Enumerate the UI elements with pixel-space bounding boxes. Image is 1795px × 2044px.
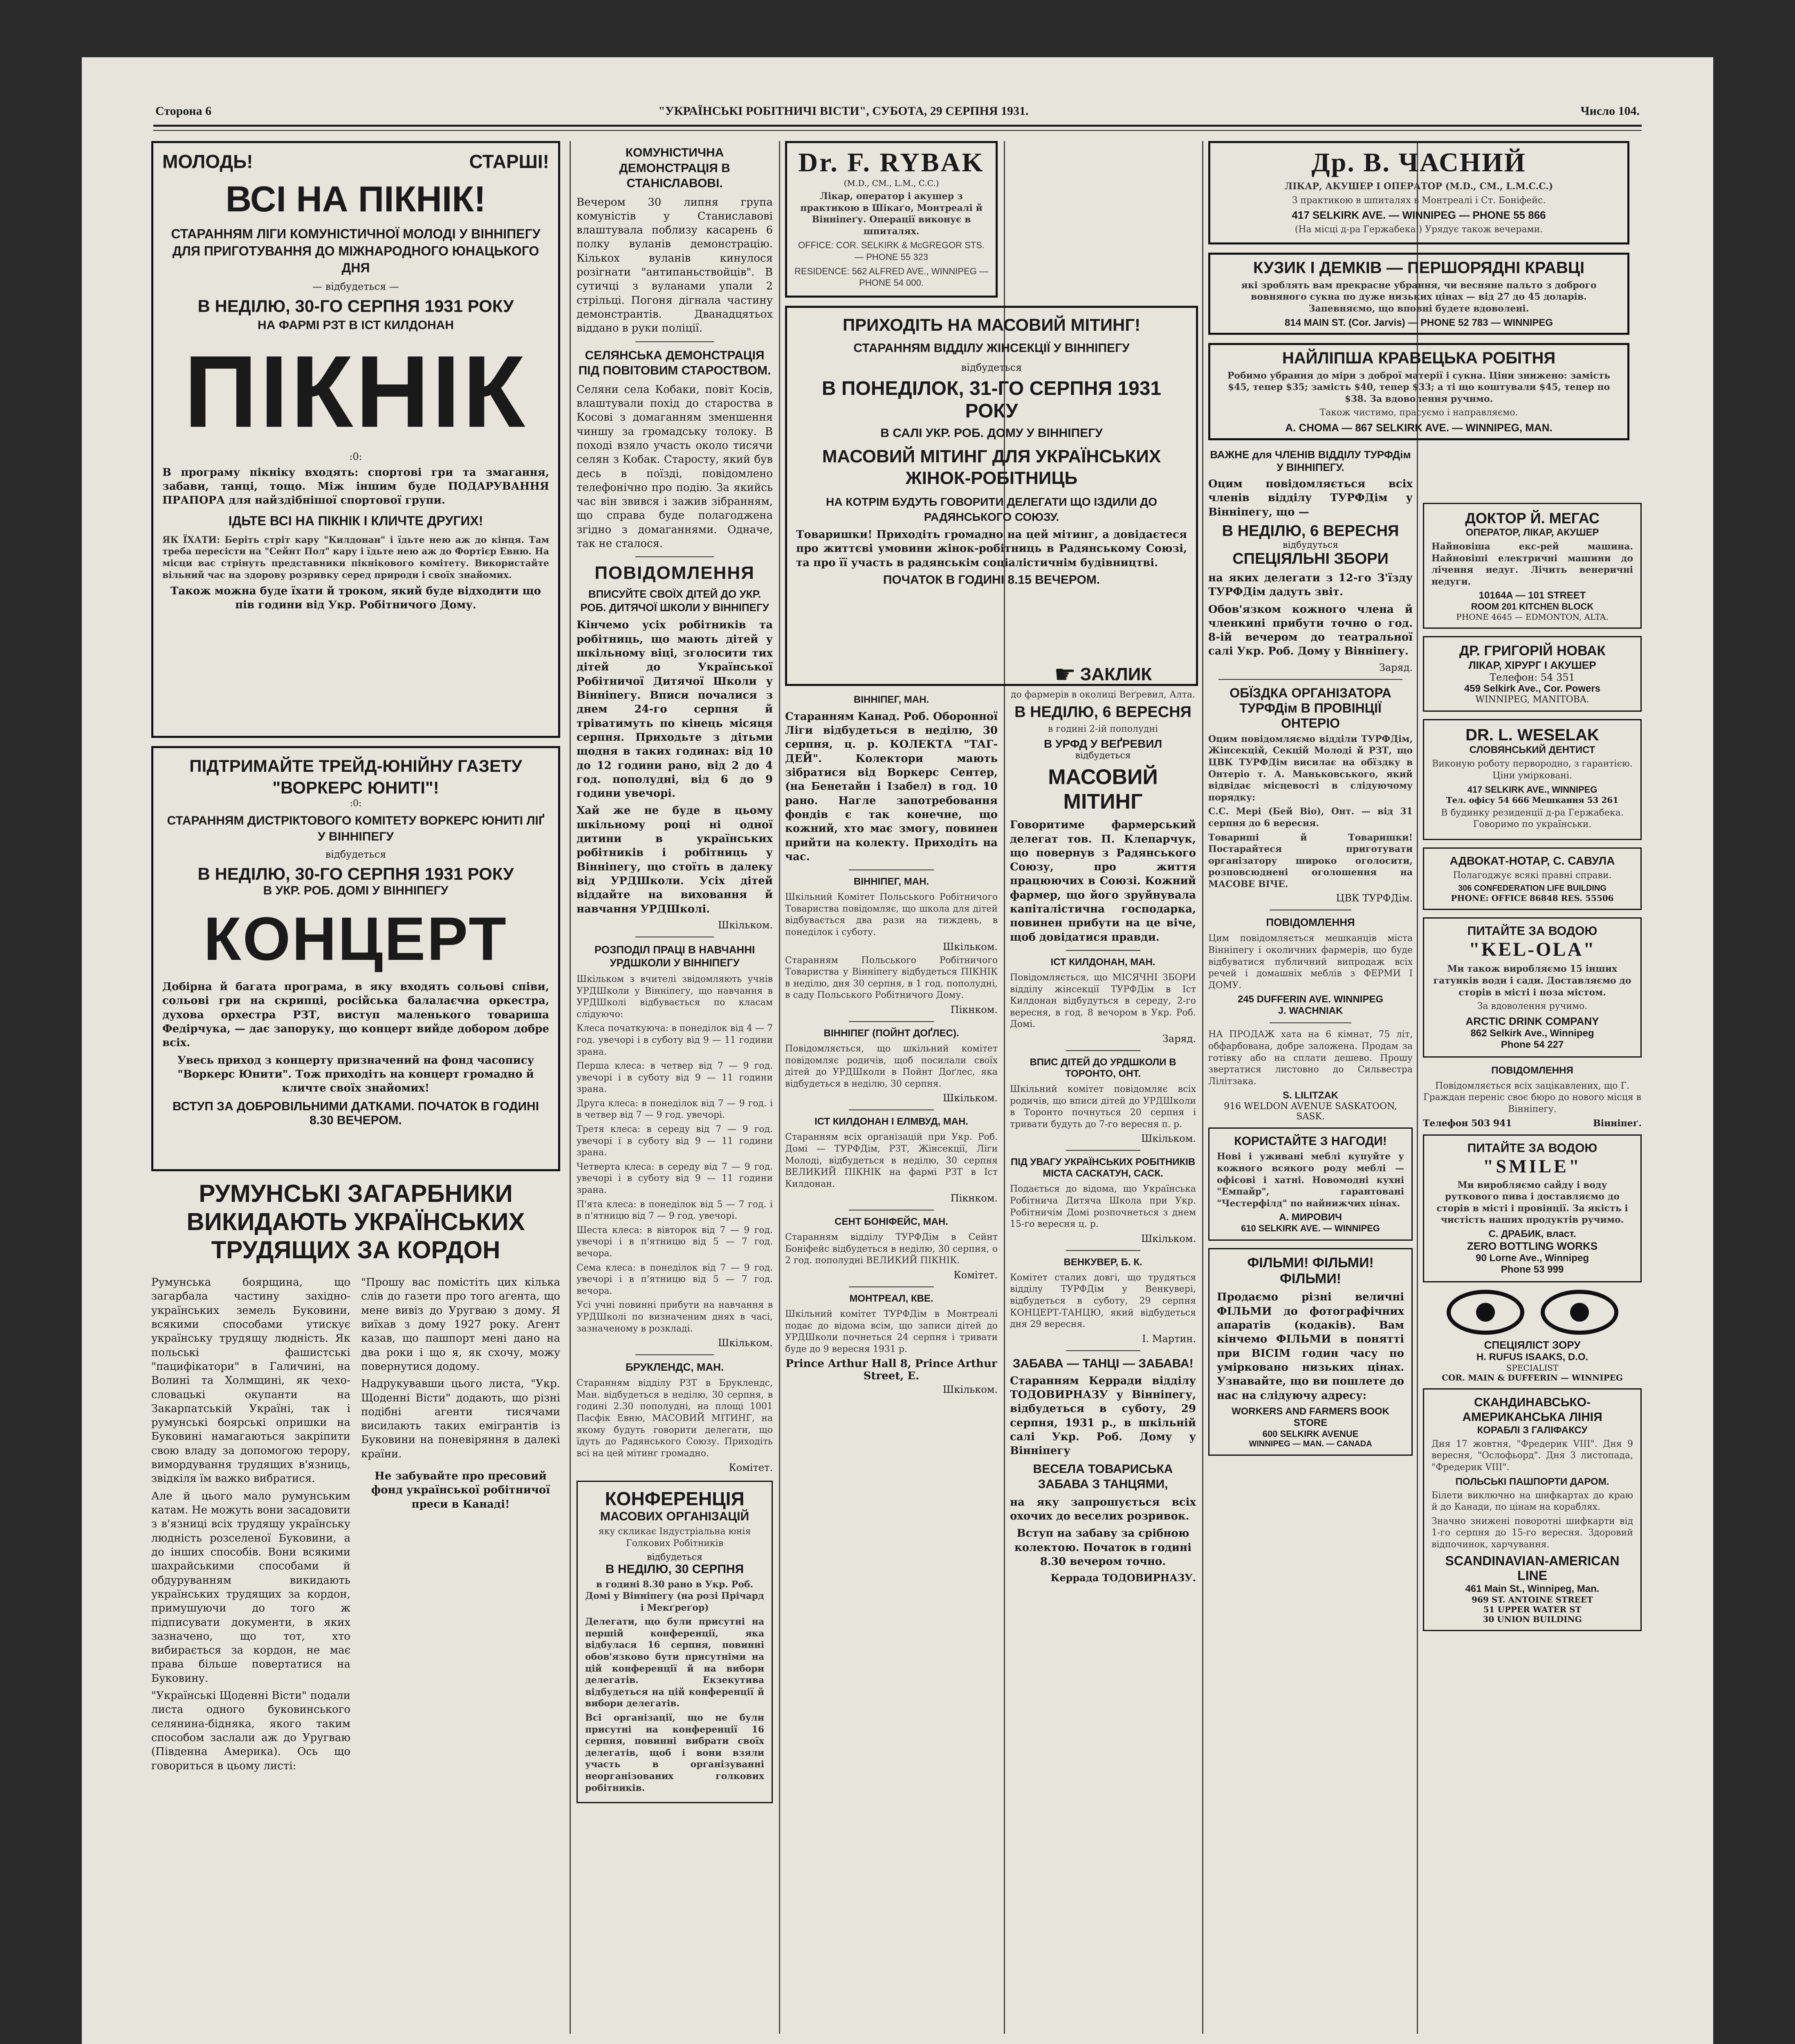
- n3-text: Подається до відома, що Українська Робітнича Дитяча Школа при Укр. Робітничім Домі розпочнеться з днем 15-го вересня ц. р.: [1010, 1184, 1196, 1230]
- isaaks-address: COR. MAIN & DUFFERIN — WINNIPEG: [1442, 1372, 1623, 1383]
- brooklands-place: БРУКЛЕНДС, МАН.: [625, 1361, 724, 1374]
- page-number: Сторона 6: [155, 104, 212, 118]
- savula-address: 306 CONFEDERATION LIFE BUILDING: [1458, 884, 1607, 893]
- kelola-phone: Phone 54 227: [1501, 1039, 1564, 1050]
- weselak-title: DR. L. WESELAK: [1465, 726, 1599, 744]
- moving-notice-title: ПОВІДОМЛЕННЯ: [1491, 1065, 1573, 1076]
- call-big-title: МАСОВИЙ МІТИНГ: [1048, 765, 1158, 814]
- chasny-description2: З практикою в шпиталях в Монтреалі і Ст. Боніфейс.: [1292, 195, 1546, 206]
- weselak-ad: [1423, 719, 1642, 840]
- kelola-ad: [1423, 917, 1642, 1057]
- kelola-text: Ми також виробляємо 15 інших гатунків води і сади. Доставляємо до сторів в місті і поза містом.: [1433, 964, 1631, 998]
- smile-brand: "SMILE": [1483, 1155, 1582, 1177]
- sale-notice-title: ПОВІДОМЛЕННЯ: [1266, 916, 1355, 929]
- kuzyk-address: 814 MAIN ST. (Cor. Jarvis) — PHONE 52 783 — WINNIPEG: [1284, 317, 1553, 328]
- news4-place: ВІННІПЕГ (ПОЙНТ ДОҐЛЕС).: [823, 1027, 959, 1039]
- conference-subtitle: МАСОВИХ ОРГАНІЗАЦІЙ: [600, 1510, 749, 1524]
- chasny-description: ЛІКАР, АКУШЕР І ОПЕРАТОР (M.D., CM., L.M.C.C.): [1284, 181, 1553, 192]
- smile-company: ZERO BOTTLING WORKS: [1467, 1239, 1598, 1252]
- choma-address: А. CHOMA — 867 SELKIRK AVE. — WINNIPEG, MAN.: [1285, 421, 1553, 434]
- meeting-organizer: СТАРАННЯМ ВІДДІЛУ ЖІНСЕКЦІЇ У ВІННІПЕГУ: [853, 341, 1130, 355]
- news7-address: Prince Arthur Hall 8, Prince Arthur Street, E.: [785, 1358, 997, 1383]
- farmers-call: [1010, 662, 1196, 944]
- article-footer-call: Не забувайте про пресовий фонд української робітничої преси в Канаді!: [371, 1470, 550, 1511]
- megas-ad: [1423, 503, 1642, 629]
- megas-title: ДОКТОР Й. МЕГАС: [1465, 510, 1600, 527]
- novak-subtitle: ЛІКАР, ХІРУРГ І АКУШЕР: [1468, 659, 1596, 672]
- n1-place: ІСТ КИЛДОНАН, МАН.: [1050, 957, 1156, 968]
- schedule-class: П'ята клеса: в понеділок від 5 — 7 год. і в п'ятницю від 7 — 9 год. увечорі.: [577, 1199, 773, 1221]
- mirovich-address: 610 SELKIRK AVE. — WINNIPEG: [1241, 1223, 1380, 1234]
- house-sale-text: НА ПРОДАЖ хата на 6 кімнат, 75 літ, обфарбована, добре заложена. Продам за готівку або на сплати дешево. Прошу звертатися листовно до Сильвестра Лілітзака.: [1208, 1029, 1413, 1087]
- news7-place: МОНТРЕАЛ, КВЕ.: [849, 1293, 933, 1304]
- kuzyk-ad: [1208, 253, 1629, 335]
- sale-notice-address: 245 DUFFERIN AVE. WINNIPEG: [1237, 994, 1384, 1005]
- n2-text: Шкільний комітет повідомляє всіх родичів, що вписи дітей до УРДШколи в Торонто почнуться 20 серпня і тривати будуть до 7-го вересня п. р.: [1010, 1084, 1196, 1130]
- schedule-title: РОЗПОДІЛ ПРАЦІ В НАВЧАННІ УРДШКОЛИ У ВІННІПЕГУ: [594, 943, 755, 969]
- call-held: відбудеться: [1075, 751, 1131, 761]
- megas-address2: ROOM 201 KITCHEN BLOCK: [1471, 601, 1594, 612]
- news1-text: Старанням Канад. Роб. Оборонної Ліги відбудеться в неділю, 30 серпня, ц. р. КОЛЕКТА "ТАГ-ДЕЙ". Колектори мають зібратися від Воркерс Сентер, (на Бенетайн і Ізабел) в год. 10 рано. Нагле запотребовання фондів є так конечне, що кожний, хто має змогу, повинен прийти на колекту. Приходіть на час.: [785, 710, 998, 863]
- sale-notice-name: J. WACHNIAK: [1278, 1005, 1343, 1017]
- mirovich-title: КОРИСТАЙТЕ З НАГОДИ!: [1234, 1134, 1387, 1148]
- dance-organizer: Старанням Керради відділу ТОДОВИРНАЗУ у Вінніпегу, відбудеться в суботу, 29 серпня, 1931 р., в шкільній салі Укр. Роб. Дому у Вінніпегу: [1010, 1374, 1196, 1457]
- column-rule: [779, 141, 780, 2034]
- moving-notice-city: Вінніпеґ.: [1593, 1118, 1642, 1129]
- chasny-address: 417 SELKIRK AVE. — WINNIPEG — PHONE 55 866: [1292, 209, 1546, 222]
- savula-ad: [1423, 847, 1642, 910]
- n3-signature: Шкільком.: [1141, 1233, 1196, 1244]
- weselak-subtitle: СЛОВЯНСЬКИЙ ДЕНТИСТ: [1469, 744, 1595, 756]
- n3-place: ПІД УВАГУ УКРАЇНСЬКИХ РОБІТНИКІВ МІСТА САСКАТУН, САСК.: [1010, 1156, 1196, 1179]
- picnic-organizer: СТАРАННЯМ ЛІГИ КОМУНІСТИЧНОЇ МОЛОДІ У ВІННІПЕГУ ДЛЯ ПРИГОТУВАННЯ ДО МІЖНАРОДНОГО ЮНАЦЬКОГО ДНЯ: [171, 226, 541, 276]
- news6-text: Старанням відділу ТУРФДім в Сейнт Боніфейс відбудеться в неділю, 30 серпня, о 2 год. пополудні ВЕЛИКИЙ ПІКНІК.: [785, 1232, 998, 1266]
- picnic-program: В програму пікніку входять: спортові гри та змагання, забави, танці, тощо. Між іншим буде ПОДАРУВАННЯ ПРАПОРА для найздібнішої спортової групи.: [162, 466, 549, 507]
- news6-place: СЕНТ БОНІФЕЙС, МАН.: [835, 1216, 948, 1228]
- scand-text2: Білети виключно на шифкартах до краю й до Канади, по цінам на кораблях.: [1432, 1490, 1633, 1513]
- scand-address4: 30 UNION BUILDING: [1483, 1614, 1582, 1625]
- school-notice-title: ПОВІДОМЛЕННЯ: [595, 563, 755, 583]
- eyes-icon: [1423, 1290, 1642, 1335]
- conference-time: в годині 8.30 рано в Укр. Роб. Домі у Вінніпегу (на розі Прічард і Мекґреґор): [585, 1579, 764, 1613]
- dance-entry: Вступ на забаву за срібною колектою. Початок в годині 8.30 вечером точно.: [1014, 1527, 1191, 1568]
- house-sale-address: 916 WELDON AVENUE SASKATOON, SASK.: [1224, 1101, 1397, 1122]
- dance-big-title: ВЕСЕЛА ТОВАРИСЬКА ЗАБАВА З ТАНЦЯМИ,: [1033, 1462, 1173, 1491]
- school-notice-text: Кінчемо усіх робітників та робітниць, що мають дітей у шкільному віці, зголосити тих дітей до Української Робітничої Дитячої Школи у Вінніпегу. Вписи почалися з днем 24-го серпня й тріватимуть по кінець місяця серпня. Приходьте з дітьми щодня в таких годинах: від 10 до 12 години рано, від 2 до 4 год. пополудні, від 6 до 9 години увечорі.: [577, 619, 773, 800]
- moving-notice-phone: Телефон 503 941: [1423, 1118, 1512, 1129]
- films-text: Продаємо різні величні ФІЛЬМИ до фотографічних апаратів (кодаків). Вам кінчемо ФІЛЬМИ в понятті при ВІСІМ годин часу по умірковано низьких цінах. Узнавайте, що ви пошлете до нас на слідуючу адресу:: [1217, 1291, 1404, 1402]
- school-notice-lead: ВПИСУЙТЕ СВОЇХ ДІТЕЙ ДО УКР. РОБ. ДИТЯЧОЇ ШКОЛИ У ВІННІПЕГУ: [580, 588, 769, 614]
- picnic-held: — відбудеться —: [312, 280, 399, 292]
- kelola-company: ARCTIC DRINK COMPANY: [1465, 1015, 1599, 1027]
- call-title: ЗАКЛИК: [1080, 664, 1152, 684]
- concert-separator: :0:: [350, 798, 362, 809]
- picnic-separator: :0:: [349, 450, 362, 462]
- kelola-address: 862 Selkirk Ave., Winnipeg: [1470, 1027, 1594, 1039]
- megas-address: 10164A — 101 STREET: [1479, 590, 1586, 601]
- article-paragraph: "Українські Щоденні Вісти" подали листа одного буковинського селянина-бідняка, якого таким способом заслали аж до Уругваю (Південна Америка). Ось що говориться в цьому листі:: [151, 1690, 350, 1772]
- schedule-class: Друга клеса: в понеділок від 7 — 9 год. і в четвер від 7 — 9 год. увечорі.: [577, 1098, 773, 1121]
- tour-signature: ЦВК ТУРФДім.: [1336, 892, 1413, 904]
- news3-text: Старанням Польського Робітничого Товариства у Вінніпегу відбудеться ПІКНІК в неділю, дня 30 серпня, в 1 год. пополудні, в саду Польського Робітничого Дому.: [785, 955, 998, 1001]
- picnic-big-title: ПІКНІК: [184, 334, 528, 448]
- news3-signature: Пікнком.: [950, 1004, 998, 1015]
- scand-subtitle: КОРАБЛІ З ГАЛІФАКСУ: [1477, 1424, 1588, 1436]
- weselak-address: 417 SELKIRK AVE., WINNIPEG: [1467, 784, 1598, 795]
- moving-notice-text: Повідомляється всіх зацікавлених, що Г. Граждан переніс своє бюро до нового місця в Вінніпегу.: [1423, 1080, 1642, 1114]
- savula-text: Полагоджує всякі правні справи.: [1453, 870, 1612, 881]
- header-rule: [153, 125, 1642, 127]
- films-address2: 600 SELKIRK AVENUE: [1262, 1428, 1359, 1439]
- article-paragraph: Але й цього мало румунським катам. Не можуть вони засадовити з в'язниці всіх трудящу українську людність розселеної Буковини, а до інших способів. Вони всякими шахрайськими способами й обдуруванням викидають українських трудящих за кордон, примушуючи до того ж підписувати документи, в яких зазначено, що тот, хто вибирається за кордон, не має права більше повертатися на Буковину.: [151, 1490, 350, 1685]
- news5-signature: Пікнком.: [950, 1192, 998, 1204]
- scand-address3: 51 UPPER WATER ST: [1483, 1605, 1582, 1615]
- n2-place: ВПИС ДІТЕЙ ДО УРДШКОЛИ В ТОРОНТО, ОНТ.: [1030, 1056, 1176, 1079]
- concert-place: В УКР. РОБ. ДОМІ У ВІННІПЕГУ: [263, 884, 449, 897]
- schedule-class: Шеста клеса: в вівторок від 7 — 9 год. увечорі і в п'ятницю від 5 — 7 год. вечора.: [577, 1225, 773, 1259]
- schedule-note: Усі учні повинні прибути на навчання в УРДШколі по визначеним днях в часі, зазначеному в розкладі.: [577, 1300, 773, 1334]
- novak-ad: [1423, 636, 1642, 712]
- sale-notice-text: Цим повідомляється мешканців міста Вінніпегу і околичних фармерів, що буде відбуватися публичний випродаж всіх речей і домашніх меблів з ФЕРМИ І ДОМУ.: [1208, 933, 1413, 991]
- rybak-residence: RESIDENCE: 562 ALFRED AVE., WINNIPEG — PHONE 54 000.: [794, 266, 988, 288]
- call-time: в годині 2-ій пополудні: [1048, 724, 1158, 734]
- article-headline: РУМУНСЬКІ ЗАГАРБНИКИ ВИКИДАЮТЬ УКРАЇНСЬКИХ ТРУДЯЩИХ ЗА КОРДОН: [186, 1180, 525, 1264]
- turf-big-title: СПЕЦІЯЛЬНІ ЗБОРИ: [1232, 550, 1389, 567]
- news5-text: Старанням всіх організацій при Укр. Роб. Домі — ТУРФДім, РЗТ, Жінсекції, Ліги Молоді, відбудеться в неділю, 30 серпня ВЕЛИКИЙ ПІКНІК на фармі РЗТ в Іст Килдонан.: [785, 1132, 998, 1189]
- column-2: [577, 141, 773, 2034]
- conference-ad: [577, 1481, 773, 1803]
- pointing-hand-icon: ☛: [1054, 660, 1076, 689]
- picnic-place: НА ФАРМІ РЗТ В ІСТ КИЛДОНАН: [258, 318, 454, 332]
- isaaks-ad: [1423, 1290, 1642, 1383]
- n2-signature: Шкільком.: [1141, 1133, 1196, 1145]
- weselak-phone: Тел. офісу 54 666 Мешкання 53 261: [1446, 795, 1619, 805]
- scand-address2: 969 ST. ANTOINE STREET: [1472, 1595, 1593, 1605]
- turf-notice: [1208, 448, 1413, 673]
- n4-signature: І. Мартин.: [1142, 1333, 1196, 1345]
- concert-ad: [151, 746, 560, 1171]
- rybak-degrees: (M.D., CM., L.M., C.C.): [844, 178, 939, 188]
- turf-date: В НЕДІЛЮ, 6 ВЕРЕСНЯ: [1222, 522, 1399, 540]
- savula-phone: PHONE: OFFICE 86848 RES. 55506: [1451, 893, 1614, 903]
- news1-place: ВІННІПЕГ, МАН.: [853, 694, 929, 705]
- column-1: [151, 141, 560, 2034]
- films-address: WORKERS AND FARMERS BOOK STORE: [1232, 1405, 1389, 1428]
- news6-signature: Комітет.: [954, 1269, 998, 1281]
- concert-big-title: КОНЦЕРТ: [204, 904, 508, 973]
- meeting-held: відбудеться: [961, 361, 1022, 373]
- romania-article: [151, 1179, 560, 1776]
- n1-text: Повідомляється, що МІСЯЧНІ ЗБОРИ відділу жінсекції ТУРФДім в Іст Килдонан відбудуться в середу, 2-го вересня, в год. 8 вечором в Укр. Роб. Домі.: [1010, 973, 1196, 1030]
- novak-phone: Телефон: 54 351: [1490, 672, 1575, 684]
- call-place: В УРФД У ВЕҐРЕВИЛ: [1044, 737, 1162, 751]
- picnic-call: ІДЬТЕ ВСІ НА ПІКНІК І КЛИЧТЕ ДРУГИХ!: [228, 513, 483, 528]
- scand-passports: ПОЛЬСЬКІ ПАШПОРТИ ДАРОМ.: [1455, 1476, 1609, 1487]
- films-title: ФІЛЬМИ! ФІЛЬМИ! ФІЛЬМИ!: [1247, 1255, 1374, 1287]
- turf-text2: на яких делегати з 12-го З'їзду ТУРФДім дадуть звіт.: [1208, 572, 1413, 598]
- demo2-text: Селяни села Кобаки, повіт Косів, влаштували похід до староства в Косові з домаганням зменшення чиншу за громадську толоку. В поході взяло участь около тисячи селян з Кобак. Старосту, який був десь в поїзді, повідомлено телефонічно про подію. За якийсь час він звився і зажив зібранням, що справа буде полагоджена згідно з домаганнями. Одначе, так не сталося.: [577, 383, 773, 550]
- turf-text3: Обов'язком кожного члена й членкині прибути точно о год. 8-ій вечером до театральної салі Укр. Роб. Дому у Вінніпегу.: [1208, 603, 1413, 658]
- meeting-subtitle: НА КОТРІМ БУДУТЬ ГОВОРИТИ ДЕЛЕГАТИ ЩО ІЗДИЛИ ДО РАДЯНСЬКОГО СОЮЗУ.: [826, 495, 1157, 523]
- news4-text: Повідомляється, що шкільний комітет повідомляє родичів, щоб посилали своїх дітей до УРДШколи в Пойнт Доґлес, яка відбудеться в неділю, 30 серпня.: [785, 1043, 998, 1089]
- turf-signature: Заряд.: [1379, 661, 1413, 673]
- choma-text: Робимо убрання до міри з доброї матерії і сукна. Ціни знижено: замість $45, тепер $35; замість $40, тепер $33; а ті що коштували $45, тепер по $38. За вдоволення ручимо.: [1227, 370, 1611, 404]
- newspaper-title: "УКРАЇНСЬКІ РОБІТНИЧІ ВІСТИ", СУБОТА, 29 СЕРПНЯ 1931.: [658, 104, 1029, 118]
- kuzyk-text: які зроблять вам прекрасне убрання, чи весняне пальто з доброго вовняного сукна по дуже низьких цінах — від 27 до 45 доларів. Запевняємо, що вповні будете вдоволені.: [1241, 280, 1597, 314]
- concert-call: Увесь приход з концерту призначений на фонд часопису "Воркерс Юнити". Тож приходіть на концерт громадно й кличте своїх знайомих!: [177, 1054, 534, 1095]
- turf-held: відбудуться: [1283, 540, 1338, 550]
- meeting-title: ПРИХОДІТЬ НА МАСОВИЙ МІТИНГ!: [842, 315, 1141, 334]
- conference-date: В НЕДІЛЮ, 30 СЕРПНЯ: [605, 1562, 744, 1576]
- kelola-note: За вдоволення ручимо.: [1477, 1001, 1588, 1012]
- concert-entry: ВСТУП ЗА ДОБРОВІЛЬНИМИ ДАТКАМИ. ПОЧАТОК В ГОДИНІ 8.30 ВЕЧЕРОМ.: [172, 1099, 539, 1127]
- mirovich-name: А. МИРОВИЧ: [1279, 1212, 1342, 1223]
- scand-sailings: Дня 17 жовтня, "Фредерик VIII". Дня 9 вересня, "Ослофьорд". Дня 3 листопада, "Фредерик VIII".: [1432, 1439, 1633, 1473]
- scand-company: SCANDINAVIAN-AMERICAN LINE: [1445, 1553, 1620, 1583]
- article-paragraph: Надрукувавши цього листа, "Укр. Щоденні Вісти" додають, що різні подібні агенти тисячами висилають таких емігрантів із Буковини на поневіряння в далекі країни.: [361, 1378, 560, 1460]
- choma-title: НАЙЛІПША КРАВЕЦЬКА РОБІТНЯ: [1282, 349, 1556, 367]
- chasny-name: Др. В. ЧАСНИЙ: [1311, 148, 1526, 177]
- smile-text: Ми виробляємо сайду і воду руткового пива і доставляємо до сторів в місті і провінції. За якість і чистість наших продуктів ручимо.: [1436, 1179, 1628, 1226]
- news7-signature: Шкільком.: [942, 1384, 998, 1396]
- tour-call: Товариші й Товаришки! Постарайтеся приготувати організатору широко оголосити, розповсюднені оголошення на МАСОВЕ ВІЧЕ.: [1208, 832, 1413, 890]
- chasny-note: (На місці д-ра Гержабека.) Урядує також вечерами.: [1295, 224, 1543, 235]
- conference-title: КОНФЕРЕНЦІЯ: [605, 1488, 745, 1510]
- call-text: Говоритиме фармерський делегат тов. П. Клепарчук, що повернув з Радянського Союзу, про життя працюючих в Союзі. Кожний фармер, що його зруйнувала капіталістична господарка, повинен прибути на це віче, щоб довідатися правди.: [1010, 819, 1196, 944]
- rybak-name: Dr. F. RYBAK: [798, 148, 985, 177]
- demo1-text: Вечером 30 липня група комуністів у Станиславові влаштувала поблизу касарень 6 полку вуланів демонстрацію. Кількох вуланів кинулося розігнати "антипаньствойців". В сутичці з вуланами упали 2 стрільці. Погоня дігнала частину демонстрантів. Дванадцятьох віддано в руки поліції.: [577, 196, 773, 335]
- scand-title: СКАНДИНАВСЬКО-АМЕРИКАНСЬКА ЛІНІЯ: [1462, 1395, 1602, 1424]
- news2-signature: Шкільком.: [942, 941, 998, 953]
- dance-ad: [1010, 1357, 1196, 1584]
- school-notice-signature: Шкільком.: [718, 919, 773, 931]
- megas-text: Найновіша екс-рей машина. Найновіші електричні машини до лічення недуг. Лічить венеричні недуги.: [1432, 541, 1633, 587]
- tour-stops: С.С. Мері (Бей Віо), Онт. — від 31 серпня до 6 вересня.: [1208, 806, 1413, 829]
- films-city: WINNIPEG — MAN. — CANADA: [1249, 1439, 1372, 1448]
- isaaks-subtitle: SPECIALIST: [1506, 1363, 1559, 1373]
- call-date: В НЕДІЛЮ, 6 ВЕРЕСНЯ: [1014, 703, 1191, 721]
- smile-ad: [1423, 1134, 1642, 1282]
- schedule-signature: Шкільком.: [718, 1337, 773, 1349]
- article-quote: "Прошу вас помістіть цих кілька слів до газети про того агента, що мене вивіз до Уругваю з дому. Я виїхав з дому 1927 року. Агент казав, що пашпорт мені дано на два роки і що я, як схочу, можу повернутися додому.: [361, 1276, 560, 1373]
- picnic-title: ВСІ НА ПІКНІК!: [225, 179, 486, 219]
- concert-slogan: ПІДТРИМАЙТЕ ТРЕЙД-ЮНІЙНУ ГАЗЕТУ "ВОРКЕРС ЮНИТІ"!: [189, 756, 522, 797]
- concert-held: відбудеться: [325, 849, 386, 860]
- schedule-class: Клеса початкуюча: в понеділок від 4 — 7 год. увечорі і в суботу від 9 — 11 години зрана.: [577, 1023, 773, 1057]
- rybak-description: Лікар, оператор і акушер з практикою в Шікаґо, Монтреалі й Вінніпеґу. Операції виконує в шпиталях.: [800, 191, 983, 237]
- page-header: [155, 104, 1640, 121]
- megas-phone: PHONE 4645 — EDMONTON, ALTA.: [1456, 612, 1609, 622]
- women-meeting-ad: [785, 306, 1198, 689]
- news5-place: ІСТ КИЛДОНАН І ЕЛМВУД, МАН.: [814, 1116, 968, 1127]
- news2-text: Шкільний Комітет Польського Робітничого Товариства повідомляє, що школа для дітей відбувається два рази на тиждень, в понеділок і суботу.: [785, 892, 998, 937]
- header-rule-thin: [153, 130, 1642, 131]
- dance-text: на яку запрошується всіх охочих до веселих розривок.: [1010, 1496, 1196, 1522]
- tour-title: ОБЇЗДКА ОРГАНІЗАТОРА ТУРФДім В ПРОВІНЦІЇ ОНТЕРІО: [1230, 685, 1391, 731]
- tour-text: Оцим повідомляємо відділи ТУРФДім, Жінсекцій, Секцій Молоді й РЗТ, що ЦВК ТУРФДім висилає на обїздку в Онтеріо т. А. Маньковського, який відвідає місцевості в слідуючому порядку:: [1208, 733, 1413, 803]
- meeting-big-title: МАСОВИЙ МІТИНГ ДЛЯ УКРАЇНСЬКИХ ЖІНОК-РОБІТНИЦЬ: [822, 446, 1161, 488]
- news2-place: ВІННІПЕГ, МАН.: [853, 876, 929, 888]
- schedule-class: Сема клеса: в понеділок від 7 — 9 год. увечорі і в п'ятницю від 5 — 7 год. вечора.: [577, 1262, 773, 1296]
- conference-text3: Всі організації, що не були присутні на конференції 16 серпня, повинні вибрати своїх делегатів, щоб і вони взяли участь в організуванні неорганізованих голкових робітників.: [585, 1712, 764, 1793]
- picnic-howto: ЯК ЇХАТИ: Беріть стріт кару "Килдонан" і їдьте нею аж до кінця. Там треба пересісти на "Сейнт Пол" кару і їдьте нею аж до Фортієр Евню. На місци вас стрінуть представники пікнікового комітету. Використайте вільний час на здорову розривку серед природи і своїх знайомих.: [162, 534, 549, 580]
- scandinavian-line-ad: [1423, 1388, 1642, 1631]
- scand-address: 461 Main St., Winnipeg, Man.: [1465, 1583, 1600, 1595]
- kelola-brand: "KEL-OLA": [1469, 939, 1596, 961]
- concert-program: Добірна й багата програма, в яку входять сольові співи, сольові гри на скрипці, російська балалаєчна оркестра, духова орхестра РЗТ, виступ маленького товариша Федірчука, — дає запоруку, що концерт вийде добором добре всіх.: [162, 981, 549, 1049]
- meeting-start: ПОЧАТОК В ГОДИНІ 8.15 ВЕЧЕРОМ.: [883, 573, 1100, 587]
- choma-ad: [1208, 343, 1629, 440]
- article-paragraph: Румунська боярщина, що загарбала частину західно-українських земель Буковини, всякими способами утискує українську трудящу людність. Як польські фашистські "пацифікатори" в Галичині, на Волині та Холмщині, як чехо-словацькі окупанти на Закарпатській Україні, так і румунські боярські опришки на Буковині намагаються закріпити свою владу за допомогою терору, вимордування трудящих в'язниць, звідкіля їм важко вибратися.: [151, 1276, 350, 1485]
- films-ad: [1208, 1248, 1413, 1456]
- column-4: [1010, 662, 1196, 2032]
- chasny-ad: [1208, 141, 1629, 244]
- schedule-intro: Шкільком з вчителі звідомляють учнів УРДШколи у Вінніпегу, що навчання в УРДШколі відбувається по класам слідуючо:: [577, 974, 773, 1020]
- smile-owner: С. ДРАБИК, власт.: [1488, 1228, 1576, 1239]
- call-subtitle: до фармерів в околиці Веґревил, Алта.: [1010, 690, 1196, 700]
- picnic-left-slogan: МОЛОДЬ!: [162, 151, 253, 172]
- turf-text: Оцим повідомляється всіх членів відділу ТУРФДім у Вінніпегу, що —: [1208, 477, 1413, 518]
- picnic-right-slogan: СТАРШІ!: [469, 151, 549, 172]
- dance-title: ЗАБАВА — ТАНЦІ — ЗАБАВА!: [1012, 1356, 1194, 1370]
- issue-number: Число 104.: [1580, 104, 1640, 118]
- schedule-class: Третя клеса: в середу від 7 — 9 год. увечорі і в суботу від 9 — 11 години зрана.: [577, 1124, 773, 1158]
- demo2-title: СЕЛЯНСЬКА ДЕМОНСТРАЦІЯ ПІД ПОВІТОВИМ СТАРОСТВОМ.: [578, 348, 771, 378]
- schedule-class: Четверта клеса: в середу від 7 — 9 год. увечорі і в суботу від 9 — 11 години зрана.: [577, 1161, 773, 1196]
- column-rule: [570, 141, 571, 2034]
- n4-text: Комітет сталих довгі, що трудяться відділу ТУРФДім у Венкувері, відбудеться в суботу, 29 серпня КОНЦЕРТ-ТАНЦЮ, який відбудеться дня 29 вересня.: [1010, 1272, 1196, 1330]
- smile-title: ПИТАЙТЕ ЗА ВОДОЮ: [1467, 1141, 1598, 1155]
- isaaks-name: H. RUFUS ISAAKS, D.O.: [1476, 1351, 1589, 1363]
- meeting-call: Товаришки! Приходіть громадно на цей мітинг, а довідаєтеся про життєві умовини жінок-робітниць в Радянському Союзі, та про її участь в радянськім соціалістичнім будівництві.: [796, 529, 1187, 569]
- conference-text2: Делегати, що були присутні на першій конференції, яка відбулася 16 серпня, повинні обов'язково бути присутніми на цій конференції й на вибори делегатів. Екзекутива відбудеться на цій конференції й вибори делегатів.: [585, 1616, 764, 1709]
- n1-signature: Заряд.: [1162, 1033, 1196, 1044]
- dance-signature: Керрада ТОДОВИРНАЗУ.: [1050, 1572, 1196, 1584]
- mirovich-ad: [1208, 1127, 1413, 1241]
- kuzyk-title: КУЗИК І ДЕМКІВ — ПЕРШОРЯДНІ КРАВЦІ: [1253, 258, 1585, 277]
- brooklands-text: Старанням відділу РЗТ в Бруклендс, Ман. відбудеться в неділю, 30 серпня, в годині 2.30 пополудні, на площі 1001 Пасфік Евню, МАСОВИЙ МІТИНГ, на якому будуть говорити делегати, що їдуть до Радянського Союзу. Приходіть всі на цей мітинг громадно.: [577, 1378, 773, 1459]
- news4-signature: Шкільком.: [942, 1092, 998, 1104]
- rybak-office: OFFICE: COR. SELKIRK & McGREGOR STS. — PHONE 55 323: [798, 240, 985, 262]
- concert-date: В НЕДІЛЮ, 30-ГО СЕРПНЯ 1931 РОКУ: [197, 864, 514, 883]
- picnic-date: В НЕДІЛЮ, 30-ГО СЕРПНЯ 1931 РОКУ: [197, 296, 514, 316]
- choma-note: Також чистимо, прасуємо і направляємо.: [1319, 408, 1518, 418]
- brooklands-signature: Комітет.: [729, 1462, 773, 1474]
- weselak-text: Виконую роботу первородно, з гарантією. Ціни умірковані.: [1432, 759, 1633, 781]
- column-rule: [1202, 141, 1203, 2034]
- meeting-place: В САЛІ УКР. РОБ. ДОМУ У ВІННІПЕГУ: [880, 426, 1103, 440]
- n4-place: ВЕНКУВЕР, Б. К.: [1064, 1256, 1142, 1268]
- school-notice-text2: Хай же не буде в цьому шкільному році ні одної дитини в українських робітників і робітниць у Вінніпегу, що стоїть в далеку від УРДШколи. Усіх дітей віддайте на виховання й навчання УРДШколі.: [577, 805, 773, 915]
- news7-text: Шкільний комітет ТУРФДім в Монтреалі подає до відома всім, що записи дітей до УРДШколи почнеться 24 серпня і тривати буде до 9 вересня 1931 р.: [785, 1309, 998, 1354]
- scand-text3: Значно знижені поворотні шифкарти від 1-го серпня до 15-го вересня. Здоровий відпочинок, харчування.: [1432, 1516, 1633, 1550]
- mirovich-text: Нові і уживані меблі купуйте у кожного всякого роду меблі — офісові і хатні. Новомодні кухні "Емпайр", гарантовані "Честерфілд" по найнижчих цінах.: [1217, 1151, 1404, 1209]
- novak-title: ДР. ГРИГОРІЙ НОВАК: [1459, 643, 1606, 659]
- kelola-title: ПИТАЙТЕ ЗА ВОДОЮ: [1467, 924, 1598, 938]
- turf-title: ВАЖНЕ для ЧЛЕНІВ ВІДДІЛУ ТУРФДім У ВІННІПЕГУ.: [1210, 448, 1411, 473]
- meeting-date: В ПОНЕДІЛОК, 31-ГО СЕРПНЯ 1931 РОКУ: [821, 377, 1162, 422]
- smile-phone: Phone 53 999: [1501, 1264, 1564, 1275]
- savula-title: АДВОКАТ-НОТАР, С. САВУЛА: [1449, 854, 1615, 867]
- weselak-note: В будинку резиденції д-ра Гержабека. Говоримо по українськи.: [1441, 807, 1624, 830]
- isaaks-title: СПЕЦІЯЛІСТ ЗОРУ: [1484, 1338, 1581, 1351]
- picnic-ad: [151, 141, 560, 738]
- schedule-class: Перша клеса: в четвер від 7 — 9 год. увечорі і в суботу від 9 — 11 години зрана.: [577, 1061, 773, 1095]
- concert-organizer: СТАРАННЯМ ДИСТРІКТОВОГО КОМІТЕТУ ВОРКЕРС ЮНИТІ ЛІҐ У ВІННІПЕГУ: [167, 814, 545, 843]
- novak-city: WINNIPEG, MANITOBA.: [1475, 695, 1589, 705]
- house-sale-name: S. LILITZAK: [1283, 1090, 1338, 1101]
- conference-text: яку скликає Індустріальна юнія Голкових Робітників: [598, 1526, 751, 1549]
- smile-address: 90 Lorne Ave., Winnipeg: [1476, 1252, 1589, 1264]
- conference-held: відбудеться: [646, 1552, 703, 1562]
- rybak-ad: [785, 141, 998, 298]
- megas-subtitle: ОПЕРАТОР, ЛІКАР, АКУШЕР: [1465, 527, 1599, 538]
- column-6: [1423, 503, 1642, 2034]
- demo1-title: КОМУНІСТИЧНА ДЕМОНСТРАЦІЯ В СТАНІСЛАВОВІ.: [619, 146, 730, 190]
- picnic-truck: Також можна буде їхати й троком, який буде відходити що пів години від Укр. Робітничого Дому.: [170, 585, 541, 612]
- novak-address: 459 Selkirk Ave., Cor. Powers: [1464, 683, 1601, 695]
